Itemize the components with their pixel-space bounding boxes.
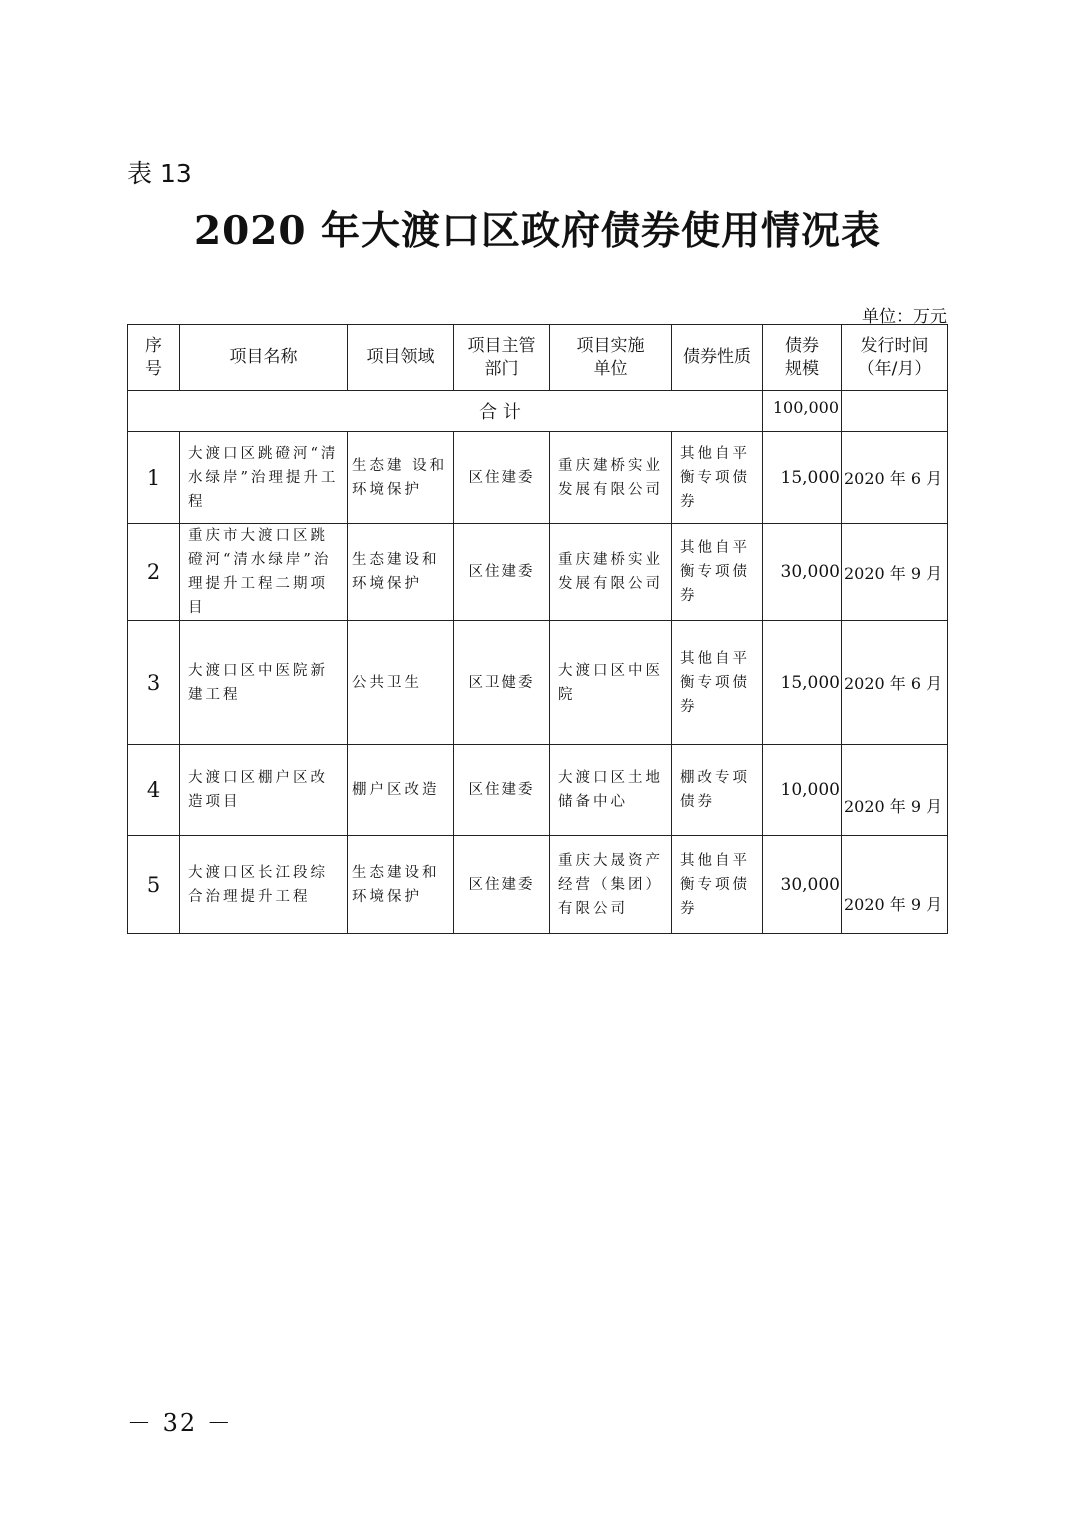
page-number: － 32 － [127, 1409, 233, 1437]
table-row [128, 745, 948, 836]
row-dept: 区住建委 [454, 836, 550, 934]
row-unit: 重庆建桥实业发展有限公司 [550, 524, 672, 621]
col-header-seq: 序 号 [128, 325, 180, 391]
row-time: 2020 年 6 月 [842, 432, 948, 524]
total-scale: 100,000 [763, 391, 842, 432]
total-label: 合 计 [128, 391, 763, 432]
bond-usage-table [127, 324, 948, 934]
row-dept: 区住建委 [454, 432, 550, 524]
row-scale: 10,000 [763, 745, 842, 836]
table-label: 表 13 [127, 159, 192, 188]
table-row [128, 621, 948, 745]
col-header-time: 发行时间 （年/月） [842, 325, 948, 391]
row-nature: 棚改专项债券 [672, 745, 763, 836]
row-seq: 3 [128, 621, 180, 745]
row-nature: 其他自平衡专项债券 [672, 524, 763, 621]
table-row [128, 432, 948, 524]
row-seq: 2 [128, 524, 180, 621]
row-dept: 区住建委 [454, 524, 550, 621]
row-project-name: 大渡口区跳磴河“清水绿岸”治理提升工程 [180, 432, 348, 524]
row-scale: 30,000 [763, 836, 842, 934]
row-project-name: 重庆市大渡口区跳磴河“清水绿岸”治理提升工程二期项目 [180, 524, 348, 621]
col-header-scale: 债券 规模 [763, 325, 842, 391]
row-unit: 大渡口区土地储备中心 [550, 745, 672, 836]
row-unit: 大渡口区中医院 [550, 621, 672, 745]
col-header-name: 项目名称 [180, 325, 348, 391]
total-row [128, 391, 948, 432]
row-project-name: 大渡口区长江段综合治理提升工程 [180, 836, 348, 934]
row-time: 2020 年 9 月 [842, 836, 948, 934]
row-field: 生态建设和环境保护 [348, 836, 454, 934]
row-time: 2020 年 9 月 [842, 524, 948, 621]
row-scale: 15,000 [763, 621, 842, 745]
row-time: 2020 年 9 月 [842, 745, 948, 836]
col-header-unit: 项目实施 单位 [550, 325, 672, 391]
col-header-field: 项目领域 [348, 325, 454, 391]
row-nature: 其他自平衡专项债券 [672, 621, 763, 745]
row-dept: 区卫健委 [454, 621, 550, 745]
row-scale: 30,000 [763, 524, 842, 621]
row-unit: 重庆建桥实业发展有限公司 [550, 432, 672, 524]
row-unit: 重庆大晟资产经营（集团）有限公司 [550, 836, 672, 934]
row-seq: 4 [128, 745, 180, 836]
table-header-row [128, 325, 948, 391]
row-project-name: 大渡口区中医院新建工程 [180, 621, 348, 745]
row-nature: 其他自平衡专项债券 [672, 432, 763, 524]
row-field: 棚户区改造 [348, 745, 454, 836]
row-field: 公共卫生 [348, 621, 454, 745]
table-row [128, 524, 948, 621]
table-row [128, 836, 948, 934]
col-header-nature: 债券性质 [672, 325, 763, 391]
row-time: 2020 年 6 月 [842, 621, 948, 745]
row-scale: 15,000 [763, 432, 842, 524]
row-nature: 其他自平衡专项债券 [672, 836, 763, 934]
row-field: 生态建 设和环境保护 [348, 432, 454, 524]
col-header-dept: 项目主管 部门 [454, 325, 550, 391]
unit-note: 单位：万元 [862, 307, 947, 327]
row-dept: 区住建委 [454, 745, 550, 836]
row-project-name: 大渡口区棚户区改造项目 [180, 745, 348, 836]
document-title: 2020 年大渡口区政府债券使用情况表 [193, 208, 882, 254]
row-seq: 5 [128, 836, 180, 934]
row-field: 生态建设和环境保护 [348, 524, 454, 621]
row-seq: 1 [128, 432, 180, 524]
